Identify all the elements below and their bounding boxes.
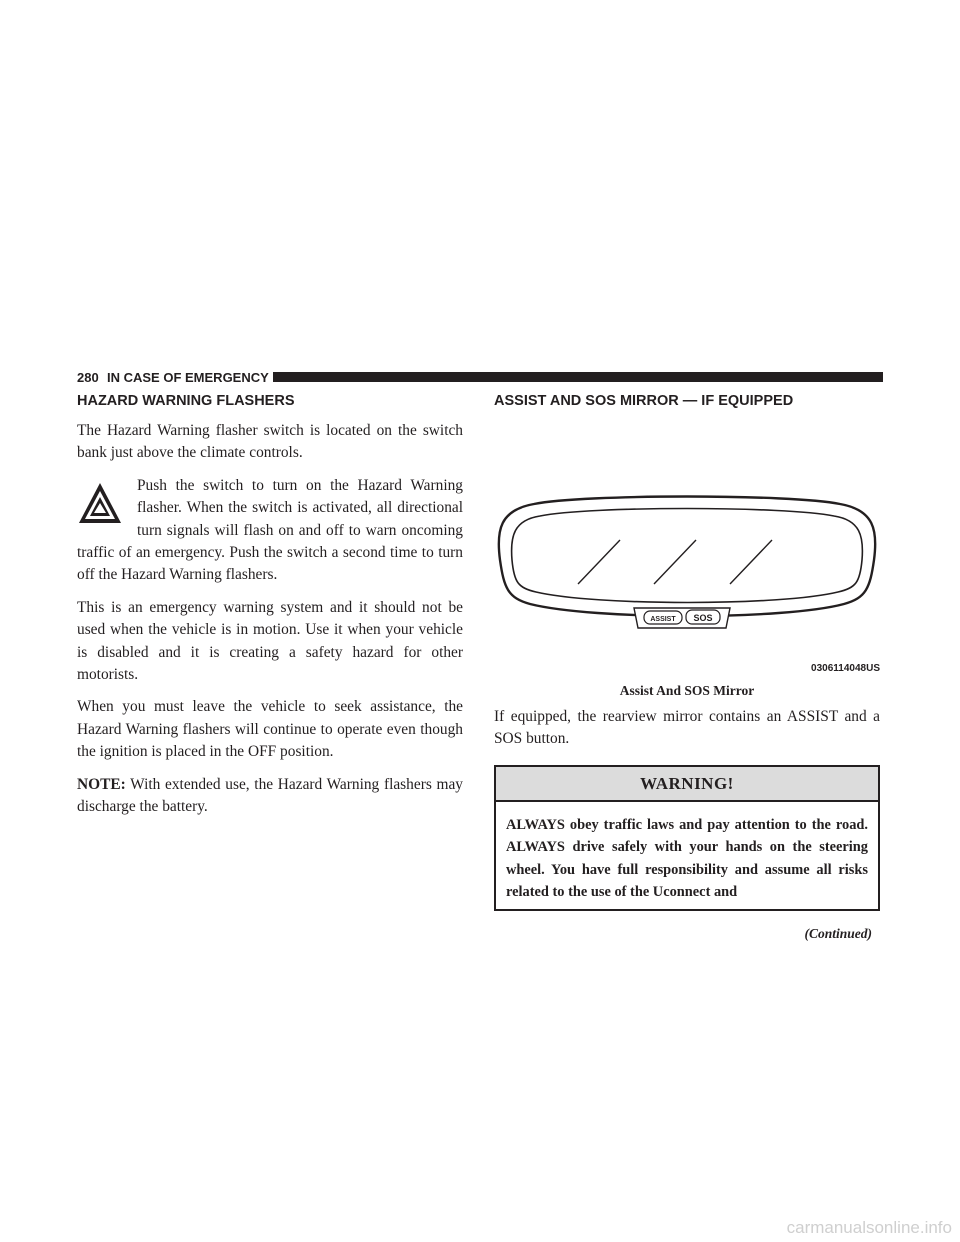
note-text: With extended use, the Hazard Warning flashers may discharge the battery. <box>77 775 463 816</box>
hazard-icon-paragraph <box>77 475 463 587</box>
warning-body: ALWAYS obey traffic laws and pay attention to the road. ALWAYS drive safely with your hands on the steering wheel. You have full responsibility and assume all risks related to the use of the Uconnect and <box>506 816 868 901</box>
hazard-warning-triangle-icon <box>77 481 123 525</box>
sos-label: SOS <box>693 613 713 623</box>
hazard-assistance-text: When you must leave the vehicle to seek assistance, the Hazard Warning flashers will continue to operate even though the ignition is placed in the OFF position. <box>77 698 463 761</box>
warning-box <box>494 765 880 912</box>
page-number: 280 <box>77 370 99 385</box>
hazard-motion-text: This is an emergency warning system and it should not be used when the vehicle is in motion. Use it when your vehicle is disabled and it is creating a safety hazard for other motorists. <box>77 598 463 684</box>
figure-caption: Assist And SOS Mirror <box>619 683 755 698</box>
mirror-heading: ASSIST AND SOS MIRROR — IF EQUIPPED <box>494 393 794 409</box>
note-label: NOTE: <box>77 775 126 793</box>
hazard-heading: HAZARD WARNING FLASHERS <box>77 393 295 409</box>
hazard-switch-text: Push the switch to turn on the Hazard Warning flasher. When the switch is activated, all directional turn signals will flash on and off to warn oncoming traffic of an emergency. Push the switch a second time to turn off the Hazard Warning flashers. <box>77 476 463 584</box>
warning-title: WARNING! <box>496 767 878 802</box>
figure-code: 0306114048US <box>811 663 880 674</box>
left-column <box>77 392 463 829</box>
header-rule <box>273 372 883 382</box>
continued-label: (Continued) <box>804 926 872 942</box>
right-column <box>494 392 880 946</box>
assist-label: ASSIST <box>650 616 676 623</box>
hazard-intro: The Hazard Warning flasher switch is located on the switch bank just above the climate controls. <box>77 422 463 462</box>
watermark: carmanualsonline.info <box>786 1218 952 1237</box>
hazard-note <box>77 774 463 819</box>
page-header <box>77 370 883 386</box>
mirror-description: If equipped, the rearview mirror contains an ASSIST and a SOS button. <box>494 708 880 748</box>
section-title: IN CASE OF EMERGENCY <box>107 370 269 385</box>
rearview-mirror-illustration <box>494 420 880 676</box>
mirror-figure <box>494 420 880 676</box>
